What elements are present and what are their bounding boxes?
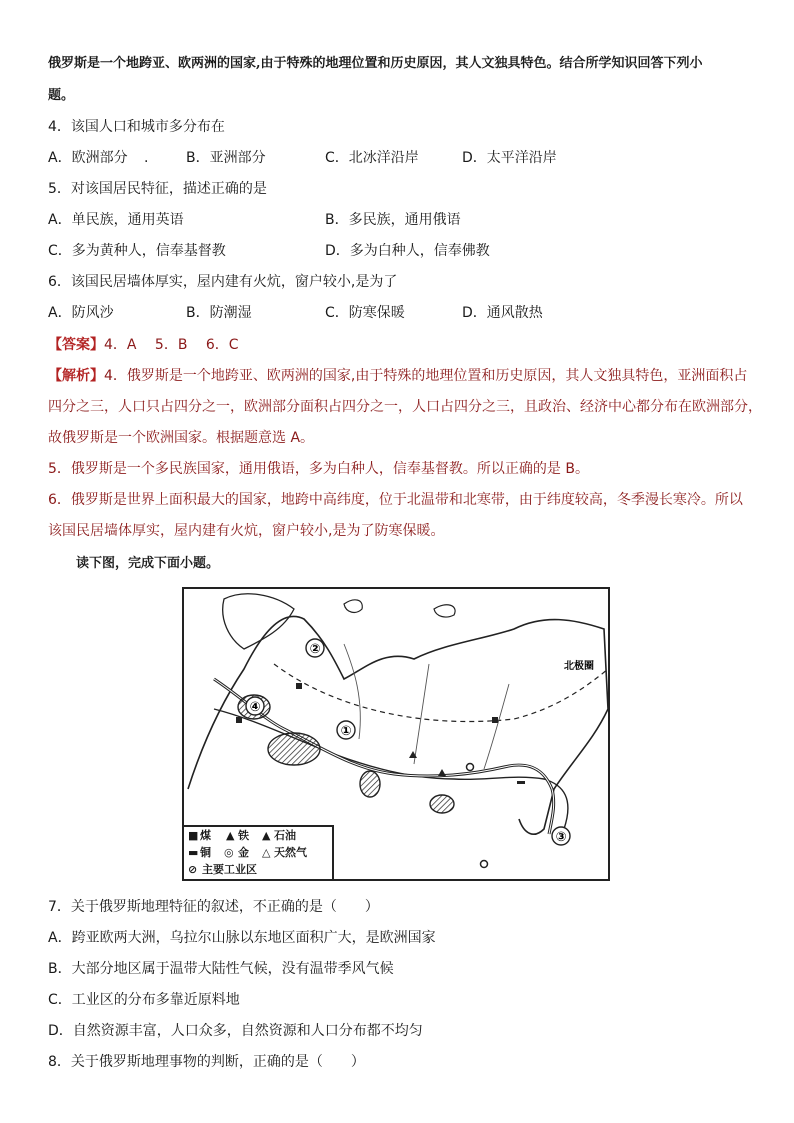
north-pole-label: 北极圈 [564,661,594,672]
scandinavia [223,594,294,649]
marker-3: ③ [555,830,567,845]
question-7-option-c: C．工业区的分布多靠近原料地 [48,992,240,1008]
question-6-option-d: D．通风散热 [462,305,543,321]
question-6-option-a: A．防风沙 [48,305,114,321]
legend-coal: 煤 [200,829,211,842]
analysis-tag: 【解析】 [48,368,104,384]
southern-border [214,709,568,829]
river [484,684,509,769]
river [414,664,429,764]
coal-symbol [296,683,302,689]
question-5-option-a: A．单民族，通用英语 [48,212,184,228]
legend-oil-icon: ▲ [262,829,271,842]
question-4-option-c: C．北冰洋沿岸 [325,150,419,166]
legend-iron: 铁 [238,829,249,842]
legend-coal-icon: ■ [188,829,199,842]
legend-iron-icon: ▲ [226,829,235,842]
question-5-option-d: D．多为白种人，信奉佛教 [325,243,490,259]
answer-text: 4．A 5．B 6．C [104,337,239,353]
marker-1: ① [340,724,352,739]
analysis-4-line-2: 四分之三，人口只占四分之一，欧洲部分面积占四分之一，人口占四分之三，且政治、经济中心都分布在欧洲部分， [48,399,762,415]
question-4-option-b: B．亚洲部分 [186,150,266,166]
analysis-6-line-2: 该国民居墙体厚实，屋内建有火炕，窗户较小,是为了防寒保暖。 [48,523,445,539]
intro-line-2: 题。 [48,88,75,103]
arctic-circle [274,664,608,722]
legend-copper: 铜 [200,846,211,859]
analysis-6-line-1: 6．俄罗斯是世界上面积最大的国家，地跨中高纬度，位于北温带和北寒带，由于纬度较高，冬季漫长寒冷。所以 [48,492,743,508]
legend-gold-icon: ◎ [224,846,234,859]
gold-symbol [467,764,474,771]
question-5-option-b: B．多民族，通用俄语 [325,212,461,228]
gold-symbol [481,861,488,868]
legend-gas-icon: △ [262,846,271,859]
industrial-zone [430,795,454,813]
question-4-stem: 4．该国人口和城市多分布在 [48,119,225,135]
stray-dot: . [144,150,149,166]
legend-copper-icon: ▬ [188,846,199,859]
question-5-stem: 5．对该国居民特征，描述正确的是 [48,181,267,197]
question-8-stem: 8．关于俄罗斯地理事物的判断，正确的是（ ） [48,1054,365,1070]
answer-line [48,335,239,355]
question-7-option-b: B．大部分地区属于温带大陆性气候，没有温带季风气候 [48,961,394,977]
analysis-4-line-1: 4．俄罗斯是一个地跨亚、欧两洲的国家,由于特殊的地理位置和历史原因，其人文独具特色，亚洲面积占 [104,368,748,384]
question-4-option-d: D．太平洋沿岸 [462,150,557,166]
question-6-option-b: B．防潮湿 [186,305,252,321]
question-4-option-a: A．欧洲部分 [48,150,128,166]
oil-symbol [438,769,446,776]
legend-industry: 主要工业区 [202,863,257,876]
map-legend [184,825,334,881]
read-map-prompt: 读下图，完成下面小题。 [76,556,220,571]
question-7-stem: 7．关于俄罗斯地理特征的叙述，不正确的是（ ） [48,899,379,915]
industrial-zone [268,733,320,765]
question-7-option-d: D．自然资源丰富，人口众多，自然资源和人口分布都不均匀 [48,1023,423,1039]
industrial-zone [360,771,380,797]
analysis-line-1 [48,366,747,386]
question-5-option-c: C．多为黄种人，信奉基督教 [48,243,226,259]
question-7-option-a: A．跨亚欧两大洲，乌拉尔山脉以东地区面积广大，是欧洲国家 [48,930,436,946]
legend-industry-icon: ⊘ [188,863,198,876]
analysis-5: 5．俄罗斯是一个多民族国家，通用俄语，多为白种人，信奉基督教。所以正确的是 B。 [48,461,589,477]
legend-oil: 石油 [274,829,296,842]
coal-symbol [236,717,242,723]
marker-2: ② [309,642,321,657]
analysis-4-line-3: 故俄罗斯是一个欧洲国家。根据题意选 A。 [48,430,315,446]
answer-tag: 【答案】 [48,337,104,353]
intro-line-1: 俄罗斯是一个地跨亚、欧两洲的国家,由于特殊的地理位置和历史原因，其人文独具特色。结合所学知识回答下列小 [48,56,703,71]
russia-map [182,587,610,881]
marker-4: ④ [249,700,261,715]
legend-gas: 天然气 [274,846,307,859]
coastline [188,616,608,834]
legend-gold: 金 [238,846,249,859]
coal-symbol [492,717,498,723]
copper-symbol [517,781,525,784]
question-6-option-c: C．防寒保暖 [325,305,405,321]
question-6-stem: 6．该国民居墙体厚实，屋内建有火炕，窗户较小,是为了 [48,274,398,290]
arctic-island [434,605,455,617]
arctic-island [344,600,362,613]
